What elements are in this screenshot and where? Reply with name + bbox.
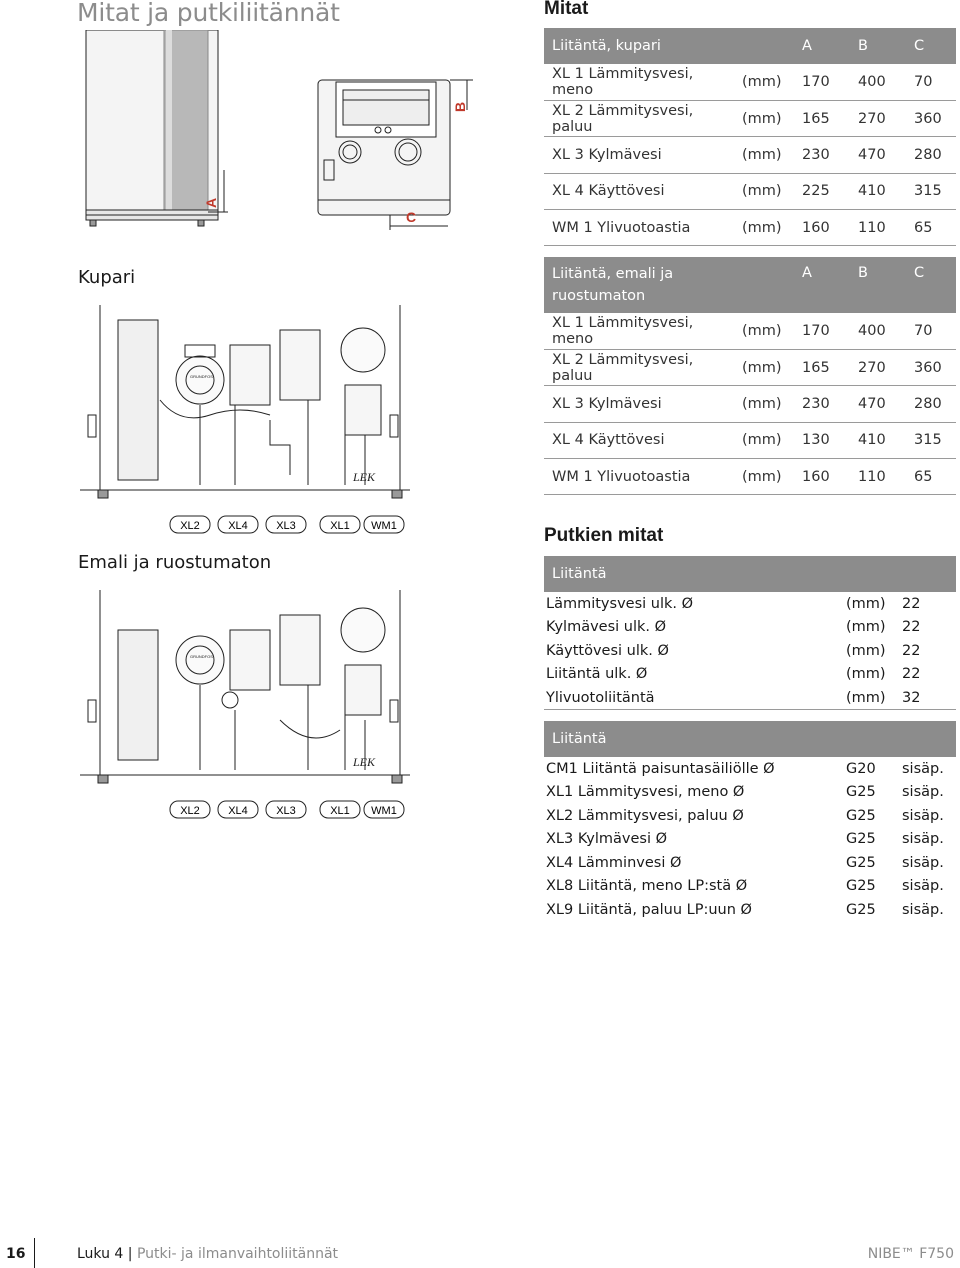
tag-wm1: WM1 <box>371 805 397 817</box>
cell: 165 <box>794 100 850 136</box>
page-number: 16 <box>6 1246 26 1262</box>
emali-connection-diagram <box>70 590 410 820</box>
table-row <box>544 616 956 640</box>
cell: G25 <box>846 854 876 871</box>
label-b: B <box>452 101 468 112</box>
cell: 165 <box>794 349 850 385</box>
cell: (mm) <box>734 137 794 173</box>
col-unit <box>734 28 794 64</box>
col-b: B <box>850 257 906 313</box>
cell: XL 3 Kylmävesi <box>544 386 734 422</box>
dimension-diagram-top <box>78 30 548 270</box>
cell: G25 <box>846 901 876 918</box>
table-row <box>544 898 956 922</box>
emali-dimensions-table <box>544 257 956 495</box>
cell: 230 <box>794 386 850 422</box>
cell: Käyttövesi ulk. Ø <box>546 642 669 659</box>
tag-wm1: WM1 <box>371 520 397 532</box>
cell: 160 <box>794 210 850 246</box>
cell: 70 <box>906 64 956 100</box>
col-a: A <box>794 28 850 64</box>
cell: Ylivuotoliitäntä <box>546 689 655 706</box>
table-row <box>544 875 956 899</box>
cell: XL8 Liitäntä, meno LP:stä Ø <box>546 878 748 895</box>
cell: (mm) <box>734 210 794 246</box>
cell: 170 <box>794 313 850 349</box>
cell: XL9 Liitäntä, paluu LP:uun Ø <box>546 901 752 918</box>
table-row <box>544 459 956 495</box>
cell: 270 <box>850 349 906 385</box>
table-row <box>544 828 956 852</box>
cell: 225 <box>794 173 850 209</box>
cell: XL 1 Lämmitysvesi, meno <box>544 313 734 349</box>
table-row <box>544 639 956 663</box>
mitat-heading: Mitat <box>544 0 589 19</box>
cell: 470 <box>850 386 906 422</box>
cell: XL2 Lämmitysvesi, paluu Ø <box>546 807 744 824</box>
table-row <box>544 64 956 100</box>
brand-label: NIBE™ F750 <box>867 1246 954 1262</box>
col-c: C <box>906 28 956 64</box>
pump-label: GRUNDFOS <box>190 374 213 379</box>
tag-xl1: XL1 <box>330 520 350 532</box>
cell: sisäp. <box>902 784 944 801</box>
cell: (mm) <box>846 666 886 683</box>
cell: 22 <box>902 595 921 612</box>
kupari-heading: Kupari <box>78 267 136 288</box>
putkien-mitat-heading: Putkien mitat <box>544 525 664 546</box>
table-row <box>544 137 956 173</box>
cell: 65 <box>906 459 956 495</box>
emali-tags <box>170 801 404 818</box>
cell: (mm) <box>734 349 794 385</box>
cell: WM 1 Ylivuotoastia <box>544 210 734 246</box>
table-row <box>544 422 956 458</box>
tag-xl2: XL2 <box>180 520 200 532</box>
cell: 230 <box>794 137 850 173</box>
cell: 270 <box>850 100 906 136</box>
cell: XL 2 Lämmitysvesi, paluu <box>544 349 734 385</box>
cell: XL3 Kylmävesi Ø <box>546 831 668 848</box>
tag-xl4: XL4 <box>228 520 248 532</box>
cell: XL 2 Lämmitysvesi, paluu <box>544 100 734 136</box>
cell: 170 <box>794 64 850 100</box>
cell: (mm) <box>846 689 886 706</box>
cell: 65 <box>906 210 956 246</box>
cell: 110 <box>850 210 906 246</box>
cell: (mm) <box>734 422 794 458</box>
cell: XL 3 Kylmävesi <box>544 137 734 173</box>
cell: (mm) <box>734 386 794 422</box>
cell: XL 4 Käyttövesi <box>544 173 734 209</box>
cell: 22 <box>902 666 921 683</box>
pipe-table-header: Liitäntä <box>544 556 956 592</box>
cell: 400 <box>850 313 906 349</box>
footer-divider <box>34 1238 35 1268</box>
cell: XL 1 Lämmitysvesi, meno <box>544 64 734 100</box>
col-connection: Liitäntä, emali ja ruostumaton <box>544 257 734 313</box>
cell: sisäp. <box>902 831 944 848</box>
kupari-connection-diagram <box>70 305 410 535</box>
tag-xl1: XL1 <box>330 805 350 817</box>
cell: 22 <box>902 619 921 636</box>
page-title: Mitat ja putkiliitännät <box>77 0 340 27</box>
pipe-dimensions-table <box>544 556 956 710</box>
cell: 280 <box>906 386 956 422</box>
cell: 280 <box>906 137 956 173</box>
lek-label: LEK <box>353 470 376 484</box>
cell: 315 <box>906 422 956 458</box>
emali-heading: Emali ja ruostumaton <box>78 552 272 573</box>
table-row <box>544 686 956 710</box>
thread-connections-table <box>544 721 956 922</box>
cell: (mm) <box>846 619 886 636</box>
cell: sisäp. <box>902 878 944 895</box>
cell: Kylmävesi ulk. Ø <box>546 619 667 636</box>
cell: G25 <box>846 831 876 848</box>
cell: XL4 Lämminvesi Ø <box>546 854 682 871</box>
page-footer <box>0 1238 960 1268</box>
pump-label: GRUNDFOS <box>190 654 213 659</box>
lek-label: LEK <box>353 755 376 769</box>
cell: (mm) <box>734 100 794 136</box>
cell: 360 <box>906 349 956 385</box>
tag-xl4: XL4 <box>228 805 248 817</box>
cell: (mm) <box>846 595 886 612</box>
table-row <box>544 100 956 136</box>
cell: 410 <box>850 173 906 209</box>
chapter-separator: | <box>127 1246 137 1262</box>
thread-table-header: Liitäntä <box>544 721 956 757</box>
cell: CM1 Liitäntä paisuntasäiliölle Ø <box>546 760 775 777</box>
cell: sisäp. <box>902 854 944 871</box>
cell: XL1 Lämmitysvesi, meno Ø <box>546 784 745 801</box>
table-row <box>544 386 956 422</box>
table-row <box>544 757 956 781</box>
cell: 110 <box>850 459 906 495</box>
table-row <box>544 804 956 828</box>
cell: G25 <box>846 878 876 895</box>
table-row <box>544 313 956 349</box>
cell: 360 <box>906 100 956 136</box>
cell: G25 <box>846 807 876 824</box>
cell: 32 <box>902 689 921 706</box>
cell: (mm) <box>734 173 794 209</box>
tag-xl2: XL2 <box>180 805 200 817</box>
col-unit <box>734 257 794 313</box>
col-connection: Liitäntä, kupari <box>544 28 734 64</box>
col-b: B <box>850 28 906 64</box>
cell: 160 <box>794 459 850 495</box>
table-row <box>544 349 956 385</box>
label-c: C <box>406 209 417 225</box>
cell: (mm) <box>734 313 794 349</box>
cell: sisäp. <box>902 807 944 824</box>
cell: (mm) <box>846 642 886 659</box>
cell: 130 <box>794 422 850 458</box>
cell: 410 <box>850 422 906 458</box>
table-row <box>544 592 956 616</box>
col-a: A <box>794 257 850 313</box>
cell: 22 <box>902 642 921 659</box>
cell: 315 <box>906 173 956 209</box>
table-row <box>544 210 956 246</box>
label-a: A <box>203 197 219 208</box>
table-row <box>544 781 956 805</box>
cell: 470 <box>850 137 906 173</box>
cell: (mm) <box>734 459 794 495</box>
table-row <box>544 851 956 875</box>
cell: 400 <box>850 64 906 100</box>
cell: 70 <box>906 313 956 349</box>
cell: Liitäntä ulk. Ø <box>546 666 648 683</box>
cell: WM 1 Ylivuotoastia <box>544 459 734 495</box>
col-c: C <box>906 257 956 313</box>
cell: sisäp. <box>902 760 944 777</box>
kupari-dimensions-table <box>544 28 956 246</box>
cell: (mm) <box>734 64 794 100</box>
table-row <box>544 173 956 209</box>
tag-xl3: XL3 <box>276 520 296 532</box>
cell: G25 <box>846 784 876 801</box>
cell: G20 <box>846 760 876 777</box>
cell: XL 4 Käyttövesi <box>544 422 734 458</box>
chapter-title: Putki- ja ilmanvaihtoliitännät <box>136 1246 339 1262</box>
table-row <box>544 663 956 687</box>
kupari-tags <box>170 516 404 533</box>
chapter-label <box>77 1246 338 1262</box>
tag-xl3: XL3 <box>276 805 296 817</box>
cell: Lämmitysvesi ulk. Ø <box>546 595 694 612</box>
chapter-number: Luku 4 <box>77 1246 124 1262</box>
cell: sisäp. <box>902 901 944 918</box>
